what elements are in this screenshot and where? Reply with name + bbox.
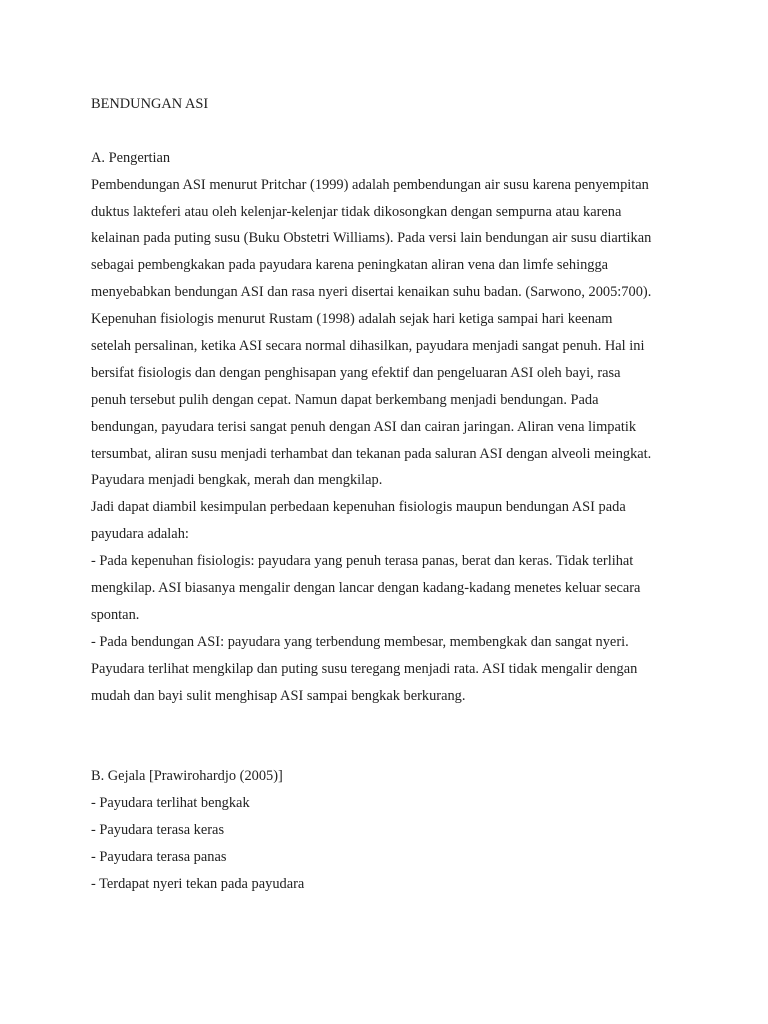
paragraph-line: menyebabkan bendungan ASI dan rasa nyeri disertai kenaikan suhu badan. (Sarwono, 2005:700). <box>91 284 652 301</box>
document-page <box>91 91 691 898</box>
list-item: - Payudara terasa panas <box>91 848 227 865</box>
paragraph-line: mengkilap. ASI biasanya mengalir dengan lancar dengan kadang-kadang menetes keluar secara <box>91 580 641 597</box>
section-pengertian <box>91 145 691 710</box>
document-title: BENDUNGAN ASI <box>91 96 209 112</box>
paragraph-line: bendungan, payudara terisi sangat penuh dengan ASI dan cairan jaringan. Aliran vena limpatik <box>91 418 637 435</box>
paragraph-line: payudara adalah: <box>91 526 189 543</box>
paragraph-line: Jadi dapat diambil kesimpulan perbedaan kepenuhan fisiologis maupun bendungan ASI pada <box>91 499 626 516</box>
list-item: - Terdapat nyeri tekan pada payudara <box>91 875 305 892</box>
section-spacer <box>91 709 691 763</box>
paragraph-line: Payudara menjadi bengkak, merah dan mengkilap. <box>91 472 383 489</box>
list-item: - Payudara terlihat bengkak <box>91 795 250 812</box>
paragraph-line: duktus lakteferi atau oleh kelenjar-kelenjar tidak dikosongkan dengan sempurna atau karena <box>91 203 622 220</box>
paragraph-line: - Pada bendungan ASI: payudara yang terbendung membesar, membengkak dan sangat nyeri. <box>91 633 629 650</box>
section-gejala <box>91 763 691 897</box>
paragraph-line: bersifat fisiologis dan dengan penghisapan yang efektif dan pengeluaran ASI oleh bayi, rasa <box>91 364 621 381</box>
paragraph-line: kelainan pada puting susu (Buku Obstetri Williams). Pada versi lain bendungan air susu diartikan <box>91 230 652 247</box>
paragraph-line: Pembendungan ASI menurut Pritchar (1999) adalah pembendungan air susu karena penyempitan <box>91 176 649 193</box>
paragraph-line: spontan. <box>91 606 140 623</box>
list-item: - Payudara terasa keras <box>91 822 225 839</box>
section-heading: B. Gejala [Prawirohardjo (2005)] <box>91 768 283 785</box>
section-heading: A. Pengertian <box>91 149 171 166</box>
paragraph-line: mudah dan bayi sulit menghisap ASI sampai bengkak berkurang. <box>91 687 466 704</box>
paragraph-line: - Pada kepenuhan fisiologis: payudara yang penuh terasa panas, berat dan keras. Tidak terlihat <box>91 553 634 570</box>
paragraph-line: setelah persalinan, ketika ASI secara normal dihasilkan, payudara menjadi sangat penuh. Hal ini <box>91 338 645 355</box>
paragraph-line: Payudara terlihat mengkilap dan puting susu teregang menjadi rata. ASI tidak mengalir dengan <box>91 660 638 677</box>
paragraph-line: tersumbat, aliran susu menjadi terhambat dan tekanan pada saluran ASI dengan alveoli meingkat. <box>91 445 652 462</box>
paragraph-line: Kepenuhan fisiologis menurut Rustam (1998) adalah sejak hari ketiga sampai hari keenam <box>91 311 613 328</box>
paragraph-line: penuh tersebut pulih dengan cepat. Namun dapat berkembang menjadi bendungan. Pada <box>91 391 599 408</box>
paragraph-line: sebagai pembengkakan pada payudara karena peningkatan aliran vena dan limfe sehingga <box>91 257 609 274</box>
